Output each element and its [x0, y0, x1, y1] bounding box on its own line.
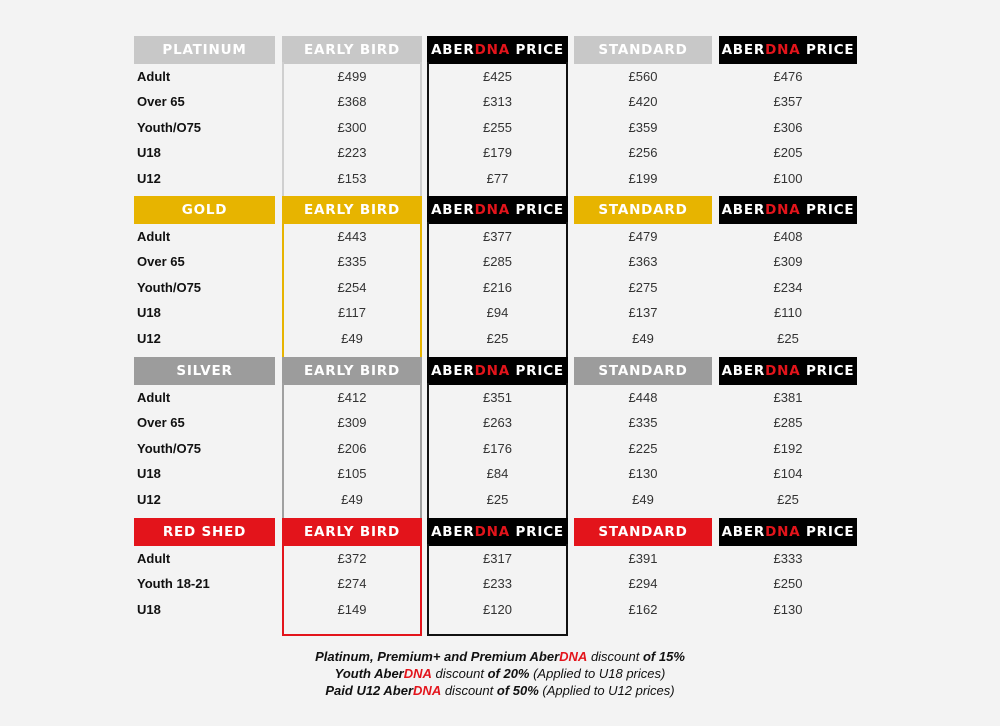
early-bird-aberdna-price: £94: [486, 305, 509, 321]
table-row: [0, 487, 1000, 512]
dna-text: DNA: [474, 363, 510, 379]
standard-price: £199: [628, 170, 658, 186]
standard-price: £294: [628, 576, 658, 592]
standard-price: £256: [628, 145, 658, 161]
standard-aberdna-price: £309: [773, 254, 803, 270]
row-label: Over 65: [137, 415, 185, 431]
early-bird-header: EARLY BIRD: [282, 196, 422, 224]
table-row: [0, 571, 1000, 596]
tier-section-gold: [0, 196, 1000, 363]
row-label: U12: [137, 330, 161, 346]
note-text: discount: [441, 683, 497, 698]
note-text: (Applied to U18 prices): [529, 666, 666, 681]
standard-aberdna-price: £100: [773, 170, 803, 186]
early-bird-aberdna-price: £255: [483, 119, 512, 135]
standard-aberdna-price: £357: [773, 94, 803, 110]
standard-header: STANDARD: [574, 518, 712, 546]
price-suffix: PRICE: [509, 363, 564, 379]
table-row: [0, 300, 1000, 325]
standard-aberdna-price: £25: [777, 330, 799, 346]
standard-aberdna-price: £205: [773, 145, 803, 161]
row-label: Youth 18-21: [137, 576, 210, 592]
table-row: [0, 140, 1000, 165]
tier-section-red-shed: [0, 518, 1000, 634]
dna-text: DNA: [403, 666, 432, 681]
table-row: [0, 597, 1000, 622]
aber-prefix: ABER: [431, 42, 475, 58]
dna-text: DNA: [765, 42, 801, 58]
price-suffix: PRICE: [800, 42, 855, 58]
early-bird-aberdna-price: £425: [483, 69, 512, 84]
early-bird-aberdna-price: £263: [483, 415, 512, 431]
early-bird-aberdna-price: £179: [483, 145, 512, 161]
row-label: U18: [137, 601, 161, 617]
discount-amount: of 50%: [496, 683, 539, 698]
dna-text: DNA: [559, 649, 588, 664]
standard-aberdna-price: £104: [773, 466, 803, 482]
early-bird-price: £443: [337, 229, 367, 244]
price-suffix: PRICE: [800, 363, 855, 379]
discount-notes: [0, 648, 1000, 699]
table-row: [0, 166, 1000, 191]
standard-aberdna-price: £25: [777, 491, 799, 507]
early-bird-aberdna-price: £84: [486, 466, 509, 482]
standard-price: £359: [628, 119, 658, 135]
table-row: [0, 275, 1000, 300]
price-suffix: PRICE: [800, 524, 855, 540]
tier-name-header: RED SHED: [134, 518, 275, 546]
standard-price: £162: [628, 601, 658, 617]
early-bird-aberdna-price: £351: [483, 390, 512, 405]
early-bird-price: £49: [341, 491, 363, 507]
table-row: [0, 385, 1000, 410]
price-suffix: PRICE: [509, 524, 564, 540]
aberdna-price-header: [719, 36, 857, 64]
early-bird-aberdna-price: £77: [486, 170, 509, 186]
row-label: Over 65: [137, 94, 185, 110]
standard-aberdna-price: £250: [773, 576, 803, 592]
note-text: discount: [431, 666, 488, 681]
row-label: U18: [137, 305, 161, 321]
early-bird-aberdna-price: £313: [483, 94, 512, 110]
standard-price: £275: [628, 279, 658, 295]
aber-prefix: ABER: [721, 524, 766, 540]
standard-price: £448: [628, 390, 658, 405]
standard-header: STANDARD: [574, 36, 712, 64]
table-row: [0, 224, 1000, 249]
standard-aberdna-price: £381: [773, 390, 803, 405]
row-label: Youth/O75: [137, 119, 202, 135]
row-label: Youth/O75: [137, 279, 202, 295]
aber-prefix: ABER: [431, 363, 475, 379]
dna-text: DNA: [765, 524, 801, 540]
table-row: [0, 461, 1000, 486]
standard-price: £137: [628, 305, 658, 321]
tier-section-silver: [0, 357, 1000, 524]
row-label: U18: [137, 466, 161, 482]
early-bird-aberdna-price: £233: [483, 576, 512, 592]
dna-text: DNA: [474, 202, 510, 218]
standard-price: £363: [628, 254, 658, 270]
standard-aberdna-price: £234: [773, 279, 803, 295]
row-label: Youth/O75: [137, 440, 202, 456]
standard-price: £479: [628, 229, 658, 244]
standard-aberdna-price: £306: [773, 119, 803, 135]
row-label: Adult: [137, 551, 171, 566]
note-text: Paid U12 Aber: [325, 683, 414, 698]
standard-price: £420: [628, 94, 658, 110]
standard-price: £49: [632, 330, 654, 346]
early-bird-price: £105: [337, 466, 367, 482]
standard-aberdna-price: £285: [773, 415, 803, 431]
aberdna-price-header: [427, 196, 568, 224]
early-bird-price: £206: [337, 440, 367, 456]
price-suffix: PRICE: [800, 202, 855, 218]
early-bird-aberdna-price: £216: [483, 279, 512, 295]
standard-price: £391: [628, 551, 658, 566]
row-label: Over 65: [137, 254, 185, 270]
early-bird-price: £153: [337, 170, 367, 186]
early-bird-price: £372: [337, 551, 367, 566]
early-bird-price: £117: [338, 305, 366, 321]
standard-aberdna-price: £192: [773, 440, 803, 456]
discount-note-line: [0, 665, 1000, 682]
tier-name-header: GOLD: [134, 196, 275, 224]
early-bird-header: EARLY BIRD: [282, 518, 422, 546]
aberdna-price-header: [427, 357, 568, 385]
standard-aberdna-price: £130: [773, 601, 803, 617]
aber-prefix: ABER: [721, 42, 766, 58]
dna-text: DNA: [474, 524, 510, 540]
note-text: discount: [587, 649, 643, 664]
table-row: [0, 546, 1000, 571]
price-suffix: PRICE: [509, 202, 564, 218]
row-label: U12: [137, 491, 161, 507]
price-suffix: PRICE: [509, 42, 564, 58]
aberdna-price-header: [427, 518, 568, 546]
early-bird-aberdna-price: £176: [483, 440, 512, 456]
early-bird-price: £300: [337, 119, 367, 135]
standard-header: STANDARD: [574, 357, 712, 385]
early-bird-price: £223: [337, 145, 367, 161]
row-label: U18: [137, 145, 161, 161]
early-bird-price: £274: [337, 576, 367, 592]
standard-price: £225: [628, 440, 658, 456]
early-bird-price: £368: [337, 94, 367, 110]
table-row: [0, 115, 1000, 140]
aber-prefix: ABER: [721, 202, 766, 218]
standard-price: £49: [632, 491, 654, 507]
early-bird-price: £149: [337, 601, 367, 617]
early-bird-price: £412: [337, 390, 367, 405]
standard-aberdna-price: £333: [773, 551, 803, 566]
early-bird-price: £499: [337, 69, 367, 84]
tier-section-platinum: [0, 36, 1000, 203]
early-bird-aberdna-price: £25: [486, 330, 509, 346]
dna-text: DNA: [474, 42, 510, 58]
note-text: Youth Aber: [334, 666, 404, 681]
table-row: [0, 410, 1000, 435]
aberdna-price-header: [427, 36, 568, 64]
dna-text: DNA: [765, 202, 801, 218]
early-bird-price: £254: [337, 279, 367, 295]
early-bird-header: EARLY BIRD: [282, 357, 422, 385]
early-bird-header: EARLY BIRD: [282, 36, 422, 64]
discount-amount: of 15%: [642, 649, 685, 664]
row-label: Adult: [137, 69, 171, 84]
row-label: U12: [137, 170, 161, 186]
aber-prefix: ABER: [431, 202, 475, 218]
standard-aberdna-price: £476: [773, 69, 803, 84]
early-bird-price: £309: [337, 415, 367, 431]
table-row: [0, 64, 1000, 89]
table-row: [0, 326, 1000, 351]
discount-amount: of 20%: [487, 666, 530, 681]
tier-name-header: PLATINUM: [134, 36, 275, 64]
aber-prefix: ABER: [721, 363, 766, 379]
early-bird-aberdna-price: £120: [483, 601, 512, 617]
row-label: Adult: [137, 229, 171, 244]
aberdna-price-header: [719, 518, 857, 546]
note-text: (Applied to U12 prices): [538, 683, 675, 698]
aberdna-price-header: [719, 357, 857, 385]
aber-prefix: ABER: [431, 524, 475, 540]
dna-text: DNA: [765, 363, 801, 379]
standard-aberdna-price: £408: [773, 229, 803, 244]
table-row: [0, 436, 1000, 461]
early-bird-aberdna-price: £25: [486, 491, 509, 507]
discount-note-line: [0, 648, 1000, 665]
early-bird-price: £335: [337, 254, 367, 270]
standard-price: £560: [628, 69, 658, 84]
table-row: [0, 249, 1000, 274]
aberdna-price-header: [719, 196, 857, 224]
row-label: Adult: [137, 390, 171, 405]
early-bird-aberdna-price: £285: [483, 254, 512, 270]
note-text: Platinum, Premium+ and Premium Aber: [315, 649, 560, 664]
early-bird-aberdna-price: £377: [483, 229, 512, 244]
table-row: [0, 89, 1000, 114]
tier-name-header: SILVER: [134, 357, 275, 385]
standard-price: £335: [628, 415, 658, 431]
standard-price: £130: [628, 466, 658, 482]
discount-note-line: [0, 682, 1000, 699]
early-bird-aberdna-price: £317: [483, 551, 512, 566]
dna-text: DNA: [413, 683, 442, 698]
standard-header: STANDARD: [574, 196, 712, 224]
standard-aberdna-price: £110: [774, 305, 802, 321]
early-bird-price: £49: [341, 330, 363, 346]
